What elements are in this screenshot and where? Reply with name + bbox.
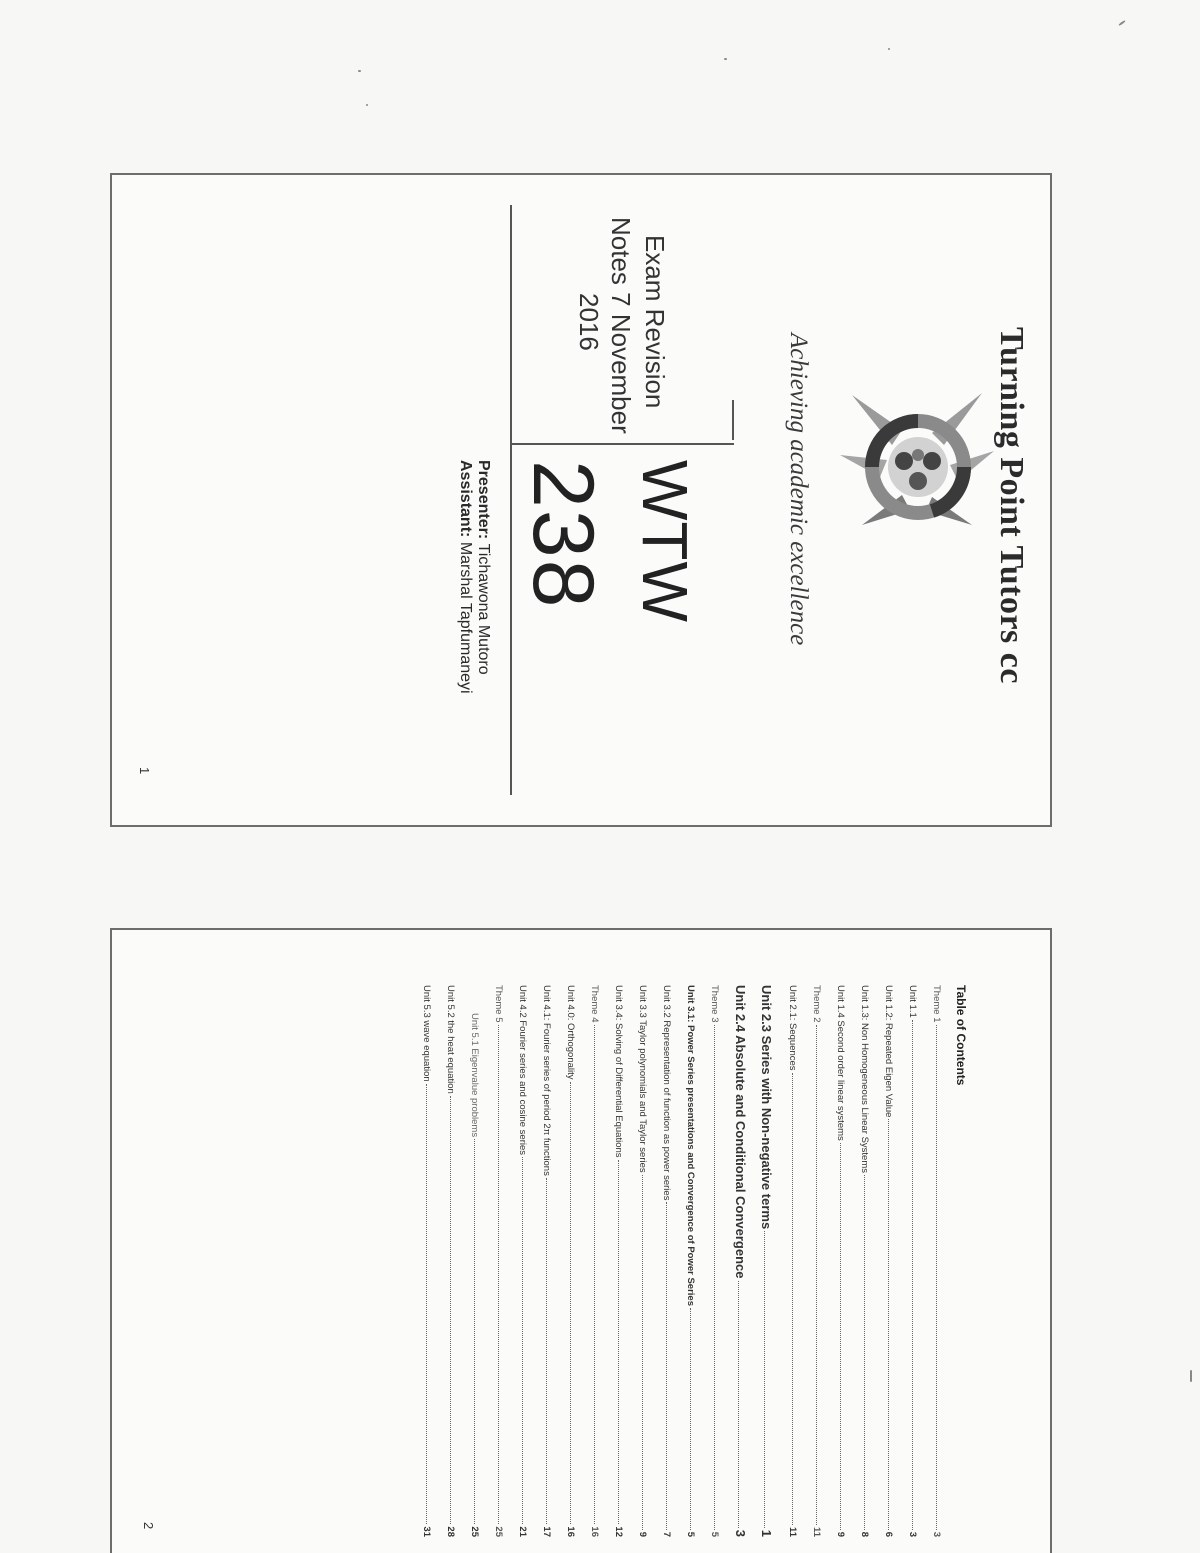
presenter-line bbox=[474, 460, 492, 675]
toc-entry-title: Theme 3 bbox=[709, 985, 720, 1023]
toc-entry-title: Unit 3.2 Representation of function as power series bbox=[661, 985, 672, 1201]
toc-entry-page: 17 bbox=[541, 1526, 552, 1537]
exam-notes: Notes 7 November bbox=[606, 217, 636, 434]
toc-entry-unit-3-1[interactable] bbox=[685, 985, 696, 1537]
toc-entry-title: Unit 2.3 Series with Non-negative terms bbox=[759, 985, 774, 1230]
toc-entry-page: 7 bbox=[661, 1531, 672, 1537]
toc-entry-title: Unit 1.4 Second order linear systems bbox=[835, 985, 846, 1141]
cover-divider-top bbox=[732, 400, 734, 440]
toc-entry-title: Unit 1.3: Non Homogeneous Linear Systems bbox=[859, 985, 870, 1173]
toc-entry-page: 3 bbox=[907, 1531, 918, 1537]
toc-entry-title: Theme 4 bbox=[589, 985, 600, 1023]
scan-speck bbox=[366, 104, 368, 106]
toc-entry-title: Unit 2.4 Absolute and Conditional Convergence bbox=[733, 985, 748, 1279]
toc-page-number: 2 bbox=[141, 1522, 156, 1530]
toc-entry-theme-4[interactable] bbox=[589, 985, 600, 1537]
toc-entry-unit-1-3[interactable] bbox=[859, 985, 870, 1537]
toc-entry-page: 12 bbox=[613, 1526, 624, 1537]
toc-entry-page: 21 bbox=[517, 1526, 528, 1537]
cover-page-number: 1 bbox=[137, 767, 152, 775]
assistant-name: Marshal Tapfumaneyi bbox=[457, 541, 474, 694]
toc-entry-page: 1 bbox=[759, 1529, 774, 1537]
toc-entry-theme-3[interactable] bbox=[709, 985, 720, 1537]
assistant-label: Assistant: bbox=[457, 460, 474, 538]
presenter-name: Tichawona Mutoro bbox=[475, 543, 492, 675]
toc-entry-unit-2-4[interactable] bbox=[733, 985, 748, 1537]
toc-entry-page: 25 bbox=[469, 1526, 480, 1537]
toc-entry-unit-4-1[interactable] bbox=[541, 985, 552, 1537]
toc-entry-page: 6 bbox=[883, 1531, 894, 1537]
scan-speck bbox=[358, 70, 361, 72]
toc-entry-title: Unit 5.3 wave equation bbox=[421, 985, 432, 1082]
toc-entry-title: Unit 1.1 bbox=[907, 985, 918, 1018]
toc-entry-unit-1-4[interactable] bbox=[835, 985, 846, 1537]
toc-entry-title: Unit 4.2 Fourier series and cosine series bbox=[517, 985, 528, 1156]
toc-entry-theme-1[interactable] bbox=[931, 985, 942, 1537]
toc-entry-title: Theme 5 bbox=[493, 985, 504, 1023]
scan-speck bbox=[888, 48, 890, 50]
cover-page bbox=[110, 173, 1052, 827]
course-code: WTW bbox=[629, 460, 701, 623]
scan-speck bbox=[724, 58, 727, 60]
toc-entry-title: Unit 1.2: Repeated Eigen Value bbox=[883, 985, 894, 1118]
exam-year: 2016 bbox=[574, 293, 604, 351]
cover-divider-main bbox=[510, 205, 512, 795]
toc-entry-unit-5-2[interactable] bbox=[445, 985, 456, 1537]
toc-entry-title: Unit 4.1: Fourier series of period 2π functions bbox=[541, 985, 552, 1176]
toc-entry-title: Unit 5.1 Eigenvalue problems bbox=[469, 1013, 480, 1138]
toc-entry-page: 9 bbox=[835, 1531, 846, 1537]
toc-entry-unit-1-2[interactable] bbox=[883, 985, 894, 1537]
toc-entry-title: Unit 4.0: Orthogonality bbox=[565, 985, 576, 1080]
toc-entry-unit-3-2[interactable] bbox=[661, 985, 672, 1537]
toc-entry-page: 3 bbox=[733, 1529, 748, 1537]
toc-entry-title: Unit 2.1: Sequences bbox=[787, 985, 798, 1071]
cover-divider-mid bbox=[510, 443, 734, 445]
toc-entry-unit-5-3[interactable] bbox=[421, 985, 432, 1537]
course-number: 238 bbox=[515, 460, 611, 610]
toc-entry-unit-4-0[interactable] bbox=[565, 985, 576, 1537]
toc-entry-page: 31 bbox=[421, 1526, 432, 1537]
tagline: Achieving academic excellence bbox=[785, 333, 812, 646]
assistant-line bbox=[456, 460, 474, 694]
toc-entry-page: 11 bbox=[811, 1526, 822, 1537]
exam-title: Exam Revision bbox=[640, 235, 670, 409]
toc-entry-theme-5[interactable] bbox=[493, 985, 504, 1537]
toc-entry-page: 3 bbox=[931, 1531, 942, 1537]
toc-entry-title: Unit 5.2 the heat equation bbox=[445, 985, 456, 1094]
toc-heading: Table of Contents bbox=[954, 985, 968, 1086]
toc-entry-page: 16 bbox=[565, 1526, 576, 1537]
toc-entry-unit-3-3[interactable] bbox=[637, 985, 648, 1537]
logo-emblem-icon bbox=[832, 385, 1002, 545]
scan-speck bbox=[1190, 1370, 1192, 1382]
toc-entry-title: Theme 2 bbox=[811, 985, 822, 1023]
toc-entry-page: 9 bbox=[637, 1531, 648, 1537]
toc-entry-unit-3-4[interactable] bbox=[613, 985, 624, 1537]
toc-entry-theme-2[interactable] bbox=[811, 985, 822, 1537]
toc-entry-page: 8 bbox=[859, 1531, 870, 1537]
toc-entry-page: 28 bbox=[445, 1526, 456, 1537]
toc-entry-title: Theme 1 bbox=[931, 985, 942, 1023]
toc-entry-unit-5-1[interactable] bbox=[469, 985, 480, 1537]
toc-entry-title: Unit 3.3 Taylor polynomials and Taylor series bbox=[637, 985, 648, 1173]
toc-entry-page: 16 bbox=[589, 1526, 600, 1537]
toc-entry-title: Unit 3.4: Solving of Differential Equations bbox=[613, 985, 624, 1158]
presenter-label: Presenter: bbox=[475, 460, 492, 540]
toc-entry-unit-1-1[interactable] bbox=[907, 985, 918, 1537]
toc-entry-unit-2-3[interactable] bbox=[759, 985, 774, 1537]
toc-entry-unit-2-1[interactable] bbox=[787, 985, 798, 1537]
toc-entry-page: 11 bbox=[787, 1526, 798, 1537]
scan-speck bbox=[1118, 20, 1126, 26]
toc-entry-title: Unit 3.1: Power Series presentations and Convergence of Power Series bbox=[685, 985, 696, 1306]
toc-entry-unit-4-2[interactable] bbox=[517, 985, 528, 1537]
toc-entry-page: 5 bbox=[685, 1531, 696, 1537]
toc-entry-page: 5 bbox=[709, 1531, 720, 1537]
brand-title: Turning Point Tutors cc bbox=[993, 327, 1030, 684]
toc-entry-page: 25 bbox=[493, 1526, 504, 1537]
toc-page bbox=[110, 928, 1052, 1553]
